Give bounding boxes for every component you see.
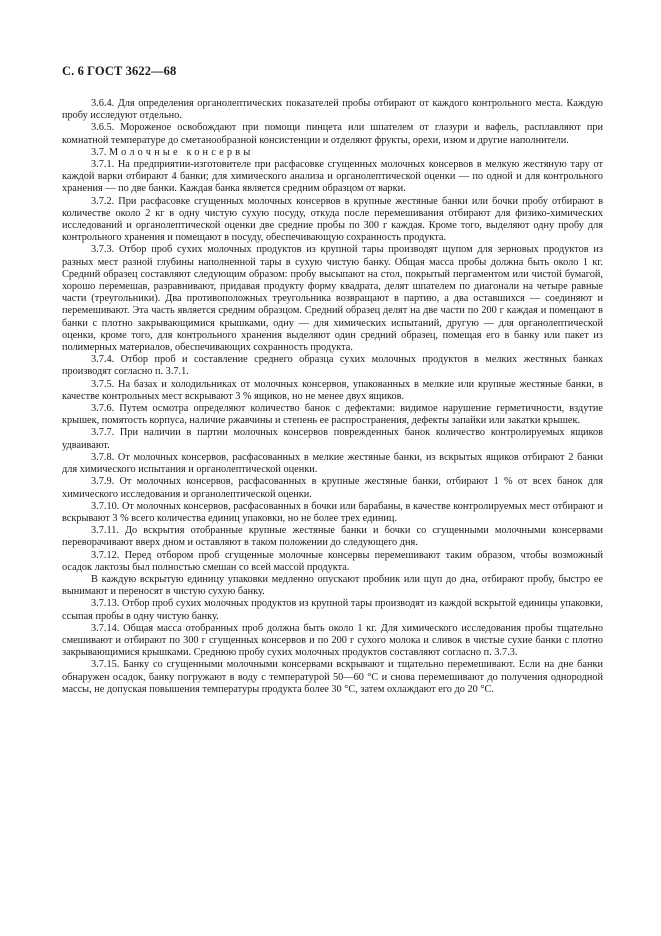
paragraph-3-7-2: 3.7.2. При расфасовке сгущенных молочных консервов в крупные жестяные банки или бочки пробу отбирают в количестве около 2 кг в одну чистую сухую посуду, откуда после перемешивания отбирают для физико-химических исследований и органолептической оценки две средние пробы по 300 г каждая. Кроме того, выделяют одну пробу для контрольного хранения и помещают в посуду, обеспечивающую сохранность продукта. bbox=[62, 195, 603, 244]
paragraph-3-7-1: 3.7.1. На предприятии-изготовителе при расфасовке сгущенных молочных консервов в мелкую жестяную тару от каждой варки отбирают 4 банки; для химического анализа и органолептической оценки — по одной и для контрольного хранения — по две банки. Каждая банка является средним образцом от варки. bbox=[62, 159, 603, 195]
paragraph-3-7-3: 3.7.3. Отбор проб сухих молочных продуктов из крупной тары производят щупом для зерновых продуктов из разных мест разной глубины наполненной тары в сухую чистую банку. Общая масса пробы должна быть около 1 кг. Средний образец составляют следующим образом: пробу высыпают на стол, покрытый пергаментом или чистой бумагой, хорошо перемешав, разравнивают, придавая продукту форму квадрата, делят шпателем по диагонали на четыре равные части (треугольники). Два противоположных треугольника возвращают в партию, а два оставшихся — соединяют и перемешивают. Эта часть является средним образцом. Средний образец делят на две части по 200 г каждая и помещают в банки с плотно закрывающимися крышками, одну — для химических испытаний, другую — для органолептической оценки, кроме того, для контрольного хранения выделяют один средний образец, помещая его в банку или пакет из полимерных материалов, обеспечивающих сохранность продукта. bbox=[62, 244, 603, 354]
paragraph-3-7-15: 3.7.15. Банку со сгущенными молочными консервами вскрывают и тщательно перемешивают. Если на дне банки обнаружен осадок, банку погружают в воду с температурой 50—60 °С и снова перемешивают до получения однородной массы, не допуская повышения температуры продукта более 30 °С, затем охлаждают его до 20 °С. bbox=[62, 659, 603, 695]
paragraph-3-7-4: 3.7.4. Отбор проб и составление среднего образца сухих молочных продуктов в мелких жестяных банках производят согласно п. 3.7.1. bbox=[62, 354, 603, 378]
paragraph-3-7-8: 3.7.8. От молочных консервов, расфасованных в мелкие жестяные банки, из вскрытых ящиков отбирают 2 банки для химического испытания и органолептической оценки. bbox=[62, 451, 603, 476]
paragraph-3-7-11: 3.7.11. До вскрытия отобранные крупные жестяные банки и бочки со сгущенными молочными консервами переворачивают вверх дном и оставляют в таком положении до следующего дня. bbox=[62, 525, 603, 549]
section-number: 3.7. bbox=[91, 146, 107, 158]
paragraph-3-7-10: 3.7.10. От молочных консервов, расфасованных в бочки или барабаны, в качестве контролируемых мест отбирают и вскрывают 3 % всего количества единиц упаковки, но не более трех единиц. bbox=[62, 500, 603, 524]
paragraph-3-7-5: 3.7.5. На базах и холодильниках от молочных консервов, упакованных в мелкие или крупные жестяные банки, в качестве контрольных мест вскрывают 3 % ящиков, но не менее двух ящиков. bbox=[62, 378, 603, 402]
paragraph-3-7-9: 3.7.9. От молочных консервов, расфасованных в крупные жестяные банки, отбирают 1 % от всех банок для химического исследования и органолептической оценки. bbox=[62, 476, 603, 500]
paragraph-3-7-12: 3.7.12. Перед отбором проб сгущенные молочные консервы перемешивают таким образом, чтобы возможный осадок лактозы был полностью смешан со всей массой продукта. bbox=[62, 549, 603, 573]
paragraph-3-6-5: 3.6.5. Мороженое освобождают при помощи пинцета или шпателем от глазури и вафель, расплавляют при комнатной температуре до сметанообразной консистенции и отделяют фрукты, орехи, изюм и другие наполнители. bbox=[62, 122, 603, 146]
paragraph-3-7-14: 3.7.14. Общая масса отобранных проб должна быть около 1 кг. Для химического исследования пробы тщательно смешивают и отбирают по 300 г сгущенных консервов и по 200 г сухого молока и сливок в чистые сухие банки с плотно закрывающимися крышками. Среднюю пробу сухих молочных продуктов составляют согласно п. 3.7.3. bbox=[62, 622, 603, 659]
section-heading-3-7 bbox=[62, 147, 603, 159]
paragraph-3-6-4: 3.6.4. Для определения органолептических показателей пробы отбирают от каждого контрольного места. Каждую пробу исследуют отдельно. bbox=[62, 98, 603, 122]
page-header: С. 6 ГОСТ 3622—68 bbox=[62, 64, 177, 78]
paragraph-3-7-12-continued: В каждую вскрытую единицу упаковки медленно опускают пробник или щуп до дна, отбирают пробу, быстро ее вынимают и переносят в чистую сухую банку. bbox=[62, 573, 603, 598]
paragraph-3-7-13: 3.7.13. Отбор проб сухих молочных продуктов из крупной тары производят из каждой вскрытой единицы упаковки, ссыпая пробы в одну чистую банку. bbox=[62, 598, 603, 622]
section-title: Молочные консервы bbox=[109, 146, 254, 158]
paragraph-3-7-7: 3.7.7. При наличии в партии молочных консервов поврежденных банок количество контролируемых ящиков удваивают. bbox=[62, 427, 603, 451]
document-body bbox=[62, 98, 603, 696]
paragraph-3-7-6: 3.7.6. Путем осмотра определяют количество банок с дефектами: видимое нарушение герметичности, вздутие крышек, помятость корпуса, наличие ржавчины и степень ее распространения, дефекты запайки или закатки крышек. bbox=[62, 403, 603, 427]
